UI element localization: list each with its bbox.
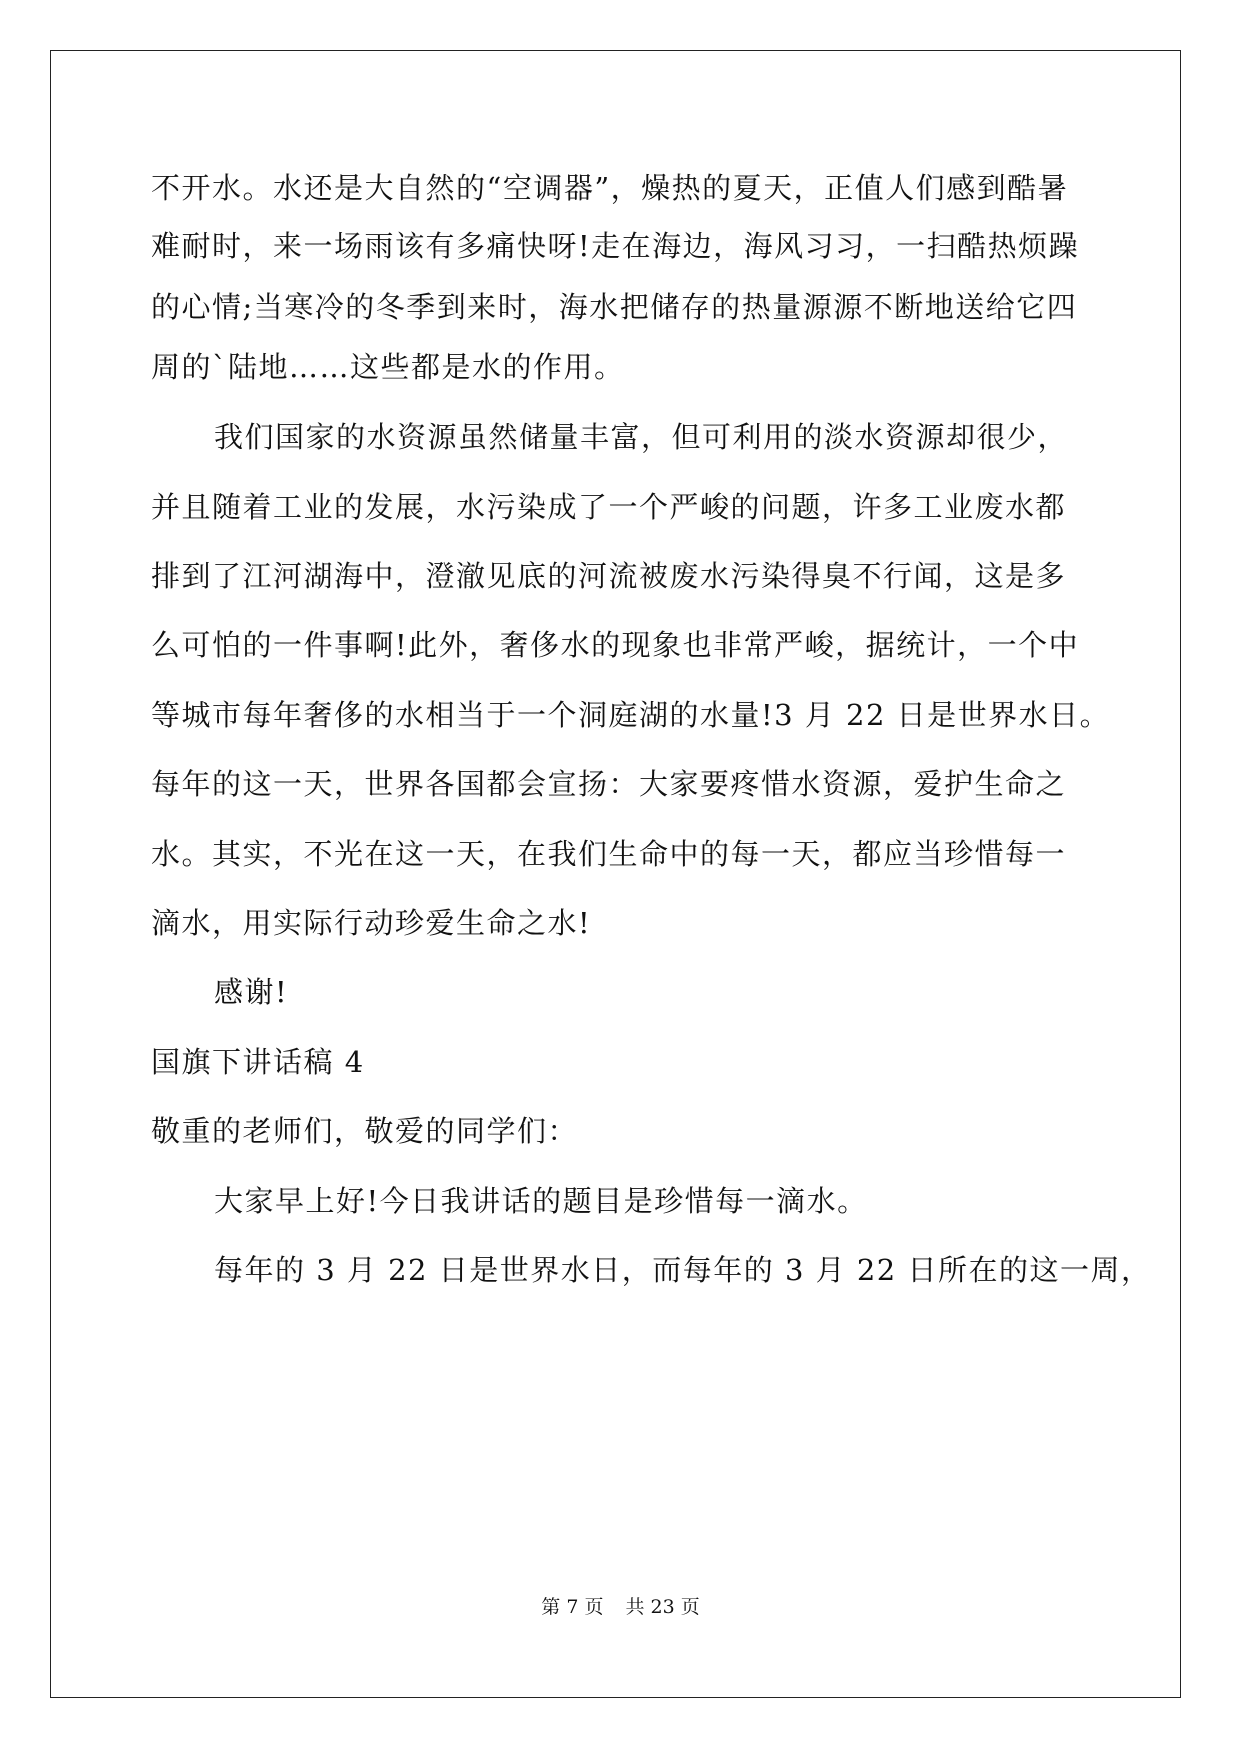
paragraph-line: 滴水，用实际行动珍爱生命之水!: [151, 906, 592, 940]
paragraph-line: 么可怕的一件事啊!此外，奢侈水的现象也非常严峻，据统计，一个中: [151, 628, 1080, 662]
section-heading: 国旗下讲话稿 4: [151, 1045, 365, 1079]
paragraph-line: 的心情;当寒冷的冬季到来时，海水把储存的热量源源不断地送给它四: [151, 290, 1078, 324]
page-number-label: 第 7 页: [541, 1596, 604, 1618]
paragraph-line: 大家早上好!今日我讲话的题目是珍惜每一滴水。: [214, 1184, 868, 1218]
salutation-line: 敬重的老师们，敬爱的同学们：: [151, 1114, 579, 1148]
page-footer: [0, 1595, 1241, 1619]
paragraph-line: 并且随着工业的发展，水污染成了一个严峻的问题，许多工业废水都: [151, 490, 1067, 524]
paragraph-line: 每年的这一天，世界各国都会宣扬：大家要疼惜水资源，爱护生命之: [151, 767, 1067, 801]
paragraph-line: 等城市每年奢侈的水相当于一个洞庭湖的水量!3 月 22 日是世界水日。: [151, 698, 1111, 732]
paragraph-line: 难耐时，来一场雨该有多痛快呀!走在海边，海风习习，一扫酷热烦躁: [151, 229, 1080, 263]
total-pages-label: 共 23 页: [625, 1596, 700, 1618]
paragraph-line: 不开水。水还是大自然的“空调器”，燥热的夏天，正值人们感到酷暑: [151, 171, 1069, 205]
paragraph-line: 排到了江河湖海中，澄澈见底的河流被废水污染得臭不行闻，这是多: [151, 559, 1067, 593]
paragraph-line: 水。其实，不光在这一天，在我们生命中的每一天，都应当珍惜每一: [151, 837, 1067, 871]
paragraph-line: 周的`陆地……这些都是水的作用。: [151, 350, 625, 384]
paragraph-line: 每年的 3 月 22 日是世界水日，而每年的 3 月 22 日所在的这一周，: [214, 1253, 1152, 1287]
paragraph-line: 我们国家的水资源虽然储量丰富，但可利用的淡水资源却很少，: [214, 420, 1069, 454]
closing-line: 感谢!: [214, 975, 289, 1009]
